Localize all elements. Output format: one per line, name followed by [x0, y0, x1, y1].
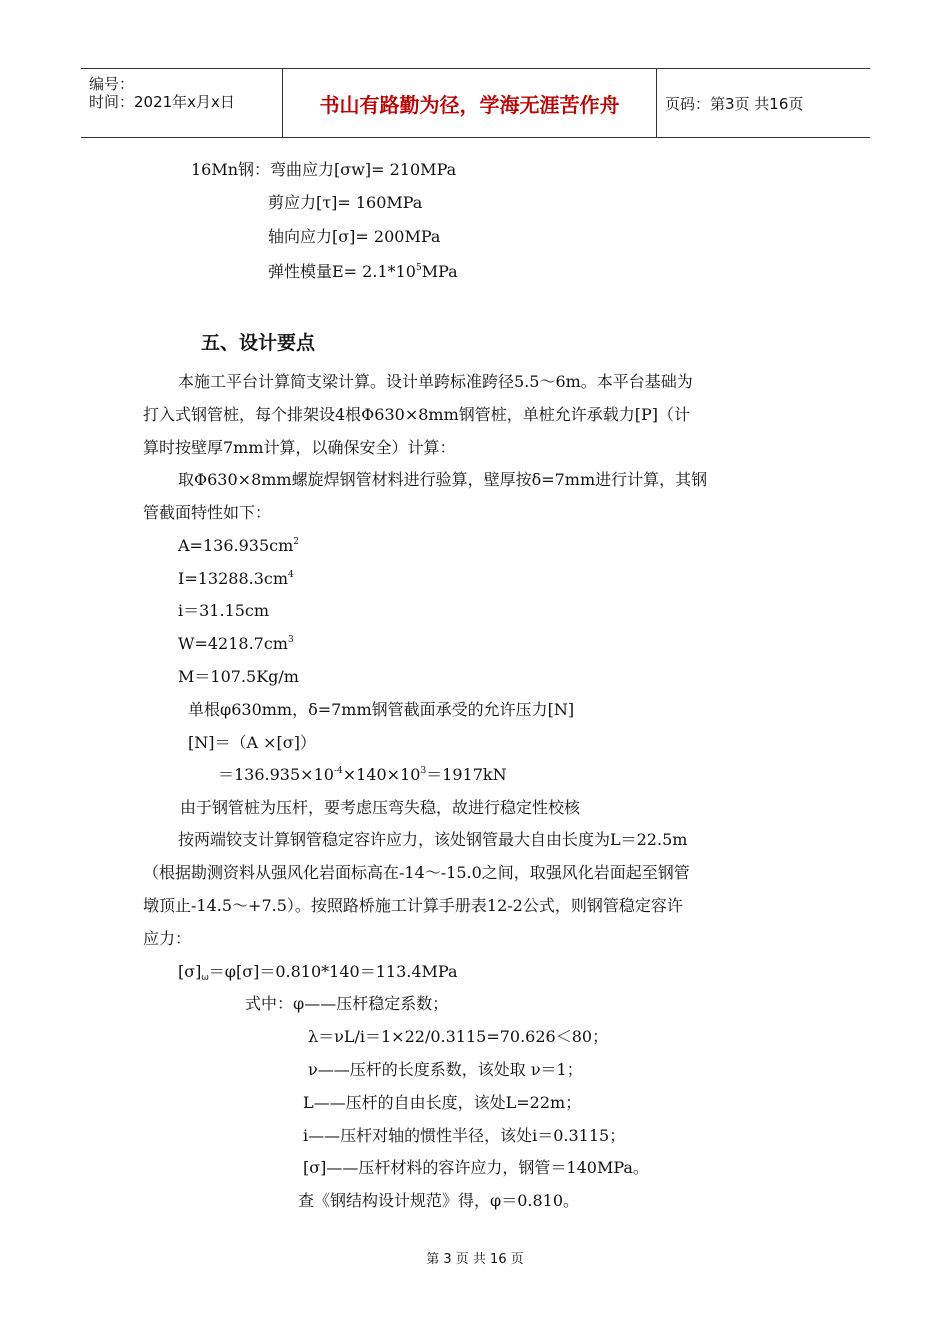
serial-number: 编号： — [89, 75, 135, 93]
text-line: 算时按壁厚7mm计算，以确保安全）计算： — [143, 438, 456, 457]
text-line: ν——压杆的长度系数，该处取 ν＝1； — [308, 1060, 583, 1079]
text-line: 式中：φ——压杆稳定系数； — [245, 994, 449, 1013]
text-line: 16Mn钢：弯曲应力[σw]= 210MPa — [191, 160, 457, 179]
text-line: 轴向应力[σ]= 200MPa — [268, 227, 441, 246]
text-line: （根据勘测资料从强风化岩面标高在-14～-15.0之间，取强风化岩面起至钢管 — [143, 863, 690, 882]
text-line: 应力： — [143, 929, 192, 948]
text-line: 本施工平台计算简支梁计算。设计单跨标准跨径5.5～6m。本平台基础为 — [178, 372, 693, 391]
text-line: M＝107.5Kg/m — [178, 667, 299, 686]
header-meta — [81, 69, 283, 137]
text-line: 管截面特性如下： — [143, 503, 272, 522]
text-line: [σ]——压杆材料的容许应力，钢管＝140MPa。 — [303, 1158, 649, 1177]
text-line: 打入式钢管桩，每个排架设4根Φ630×8mm钢管桩，单桩允许承载力[P]（计 — [143, 405, 691, 424]
text-line: $=136.935\times 10^{-4}\times 140\times 10^3=1917kN$ — [218, 765, 507, 784]
section-heading: 五、设计要点 — [201, 332, 316, 354]
text-line: i＝31.15cm — [178, 601, 270, 620]
header-motto: 书山有路勤为径，学海无涯苦作舟 — [283, 69, 657, 137]
text-line: $I=13288.3cm^4$ — [178, 569, 294, 588]
text-line: L——压杆的自由长度，该处L=22m； — [303, 1093, 582, 1112]
text-line: 剪应力[τ]= 160MPa — [268, 193, 423, 212]
text-line: 由于钢管桩为压杆，要考虑压弯失稳，故进行稳定性校核 — [180, 798, 581, 817]
text-line: $A=136.935cm^2$ — [178, 536, 299, 555]
text-line: 墩顶止-14.5～+7.5）。按照路桥施工计算手册表12-2公式，则钢管稳定容许 — [143, 896, 683, 915]
text-line: λ＝νL/i＝1×22/0.3115=70.626＜80； — [308, 1027, 609, 1046]
text-line: 按两端铰支计算钢管稳定容许应力，该处钢管最大自由长度为L＝22.5m — [178, 830, 688, 849]
page-header — [81, 68, 870, 138]
text-line: 单根φ630mm，δ=7mm钢管截面承受的允许压力[N] — [188, 700, 575, 719]
text-line: i——压杆对轴的惯性半径，该处i＝0.3115； — [303, 1126, 626, 1145]
text-line: $[\sigma]_\omega=\varphi[\sigma]=0.810*140=113.4MPa$ — [178, 962, 458, 983]
text-line: $W=4218.7cm^3$ — [178, 634, 294, 653]
header-date: 时间：2021年x月x日 — [89, 93, 235, 111]
page-footer: 第 3 页 共 16 页 — [426, 1252, 524, 1267]
text-line: 查《钢结构设计规范》得，φ＝0.810。 — [298, 1191, 580, 1210]
text-line: [N]＝（A ×[σ]） — [188, 733, 316, 752]
text-line: 弹性模量$E= 2.1*10^5MPa$ — [268, 262, 458, 281]
text-line: 取Φ630×8mm螺旋焊钢管材料进行验算，壁厚按δ=7mm进行计算，其钢 — [178, 470, 708, 489]
header-page-number: 页码：第3页 共16页 — [665, 94, 804, 113]
